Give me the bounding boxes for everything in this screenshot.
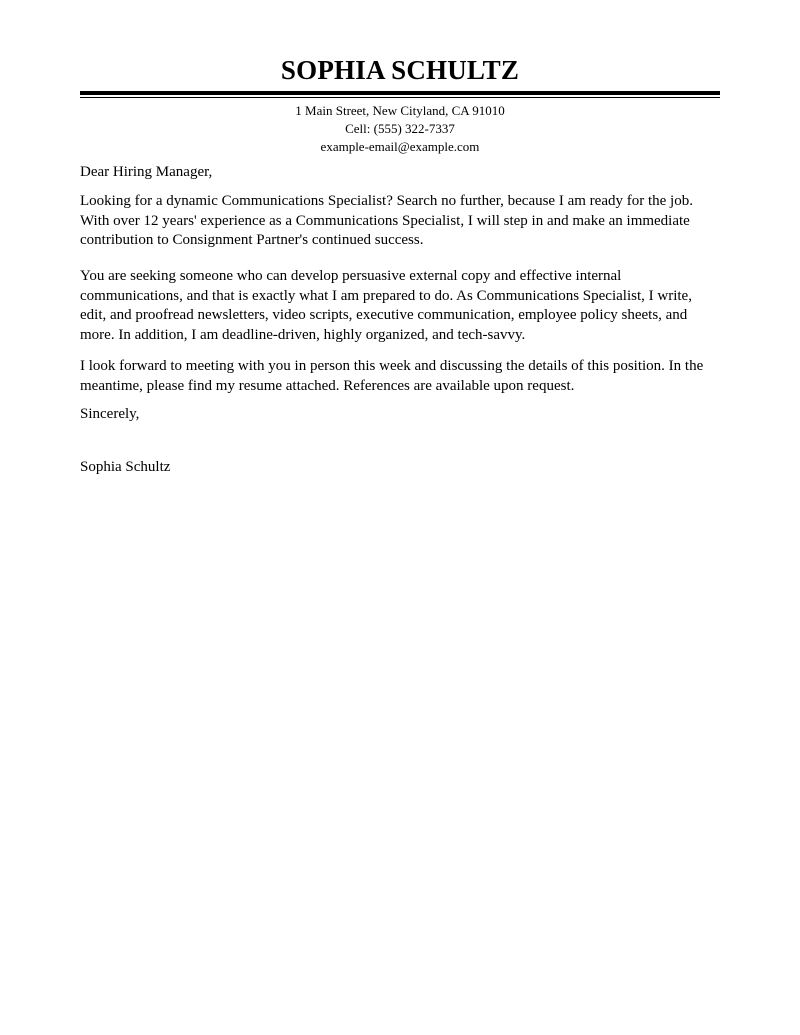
- body-paragraph-2: [80, 267, 720, 345]
- contact-address: 1 Main Street, New Cityland, CA 91010: [295, 103, 505, 118]
- closing: Sincerely,: [80, 406, 140, 422]
- salutation: Dear Hiring Manager,: [80, 164, 213, 180]
- paragraph-text: I look forward to meeting with you in person this week and discussing the details of this position. In the meantime, please find my resume attached. References are available upon request.: [80, 358, 704, 394]
- header-divider-thick: [80, 91, 720, 95]
- contact-block: [0, 102, 800, 156]
- paragraph-text: Looking for a dynamic Communications Specialist? Search no further, because I am ready for the job. With over 12 years' experience as a Communications Specialist, I will step in and make an immediate contribution to Consignment Partner's continued success.: [80, 193, 693, 248]
- paragraph-text: You are seeking someone who can develop persuasive external copy and effective internal communications, and that is exactly what I am prepared to do. As Communications Specialist, I write, edit, and proofread newsletters, video scripts, executive communication, employee policy sheets, and more. In addition, I am deadline-driven, highly organized, and tech-savvy.: [80, 268, 692, 343]
- header-divider-thin: [80, 97, 720, 98]
- body-paragraph-1: [80, 192, 720, 251]
- contact-email: example-email@example.com: [320, 139, 480, 154]
- contact-phone: Cell: (555) 322-7337: [345, 121, 455, 136]
- signature-name: Sophia Schultz: [80, 459, 171, 475]
- body-paragraph-3: [80, 357, 720, 396]
- applicant-name-heading: SOPHIA SCHULTZ: [280, 55, 520, 85]
